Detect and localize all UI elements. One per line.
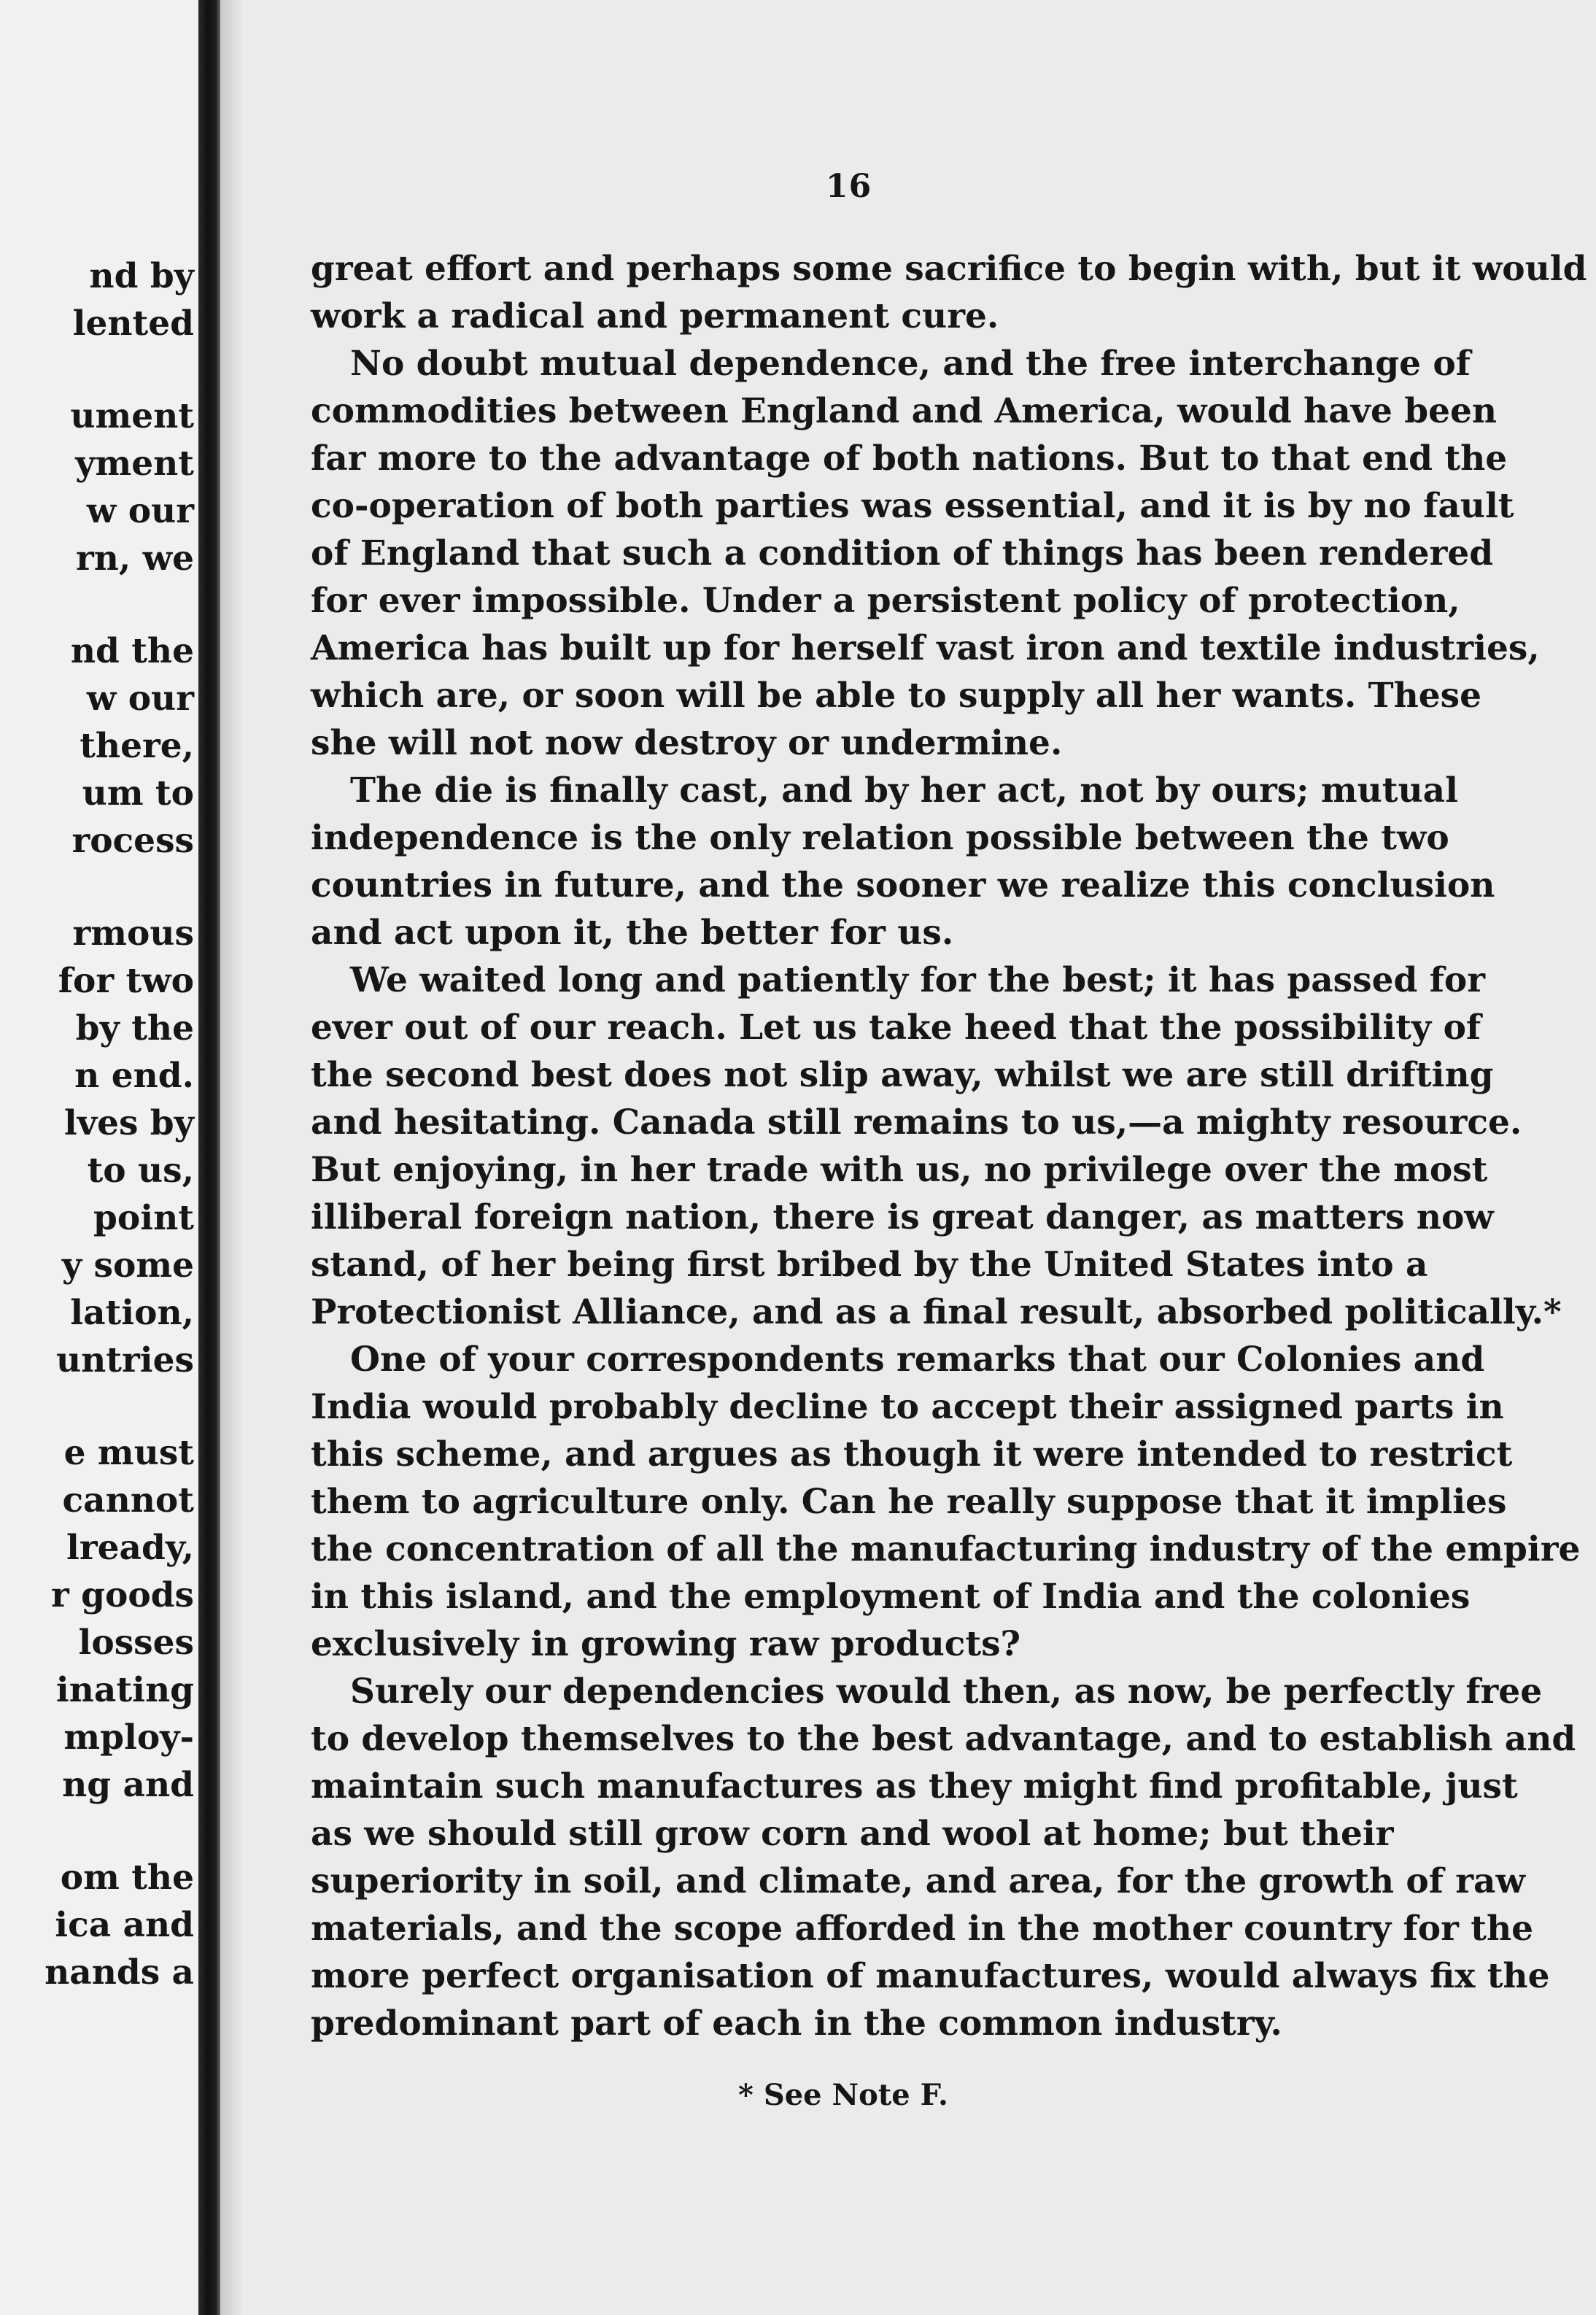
facing-page-line: inating <box>55 1670 194 1710</box>
facing-page-line: ica and <box>55 1905 194 1945</box>
text-line: which are, or soon will be able to supply all her wants. These <box>311 676 1482 716</box>
facing-page-line: w our <box>86 491 194 531</box>
facing-page-line: nands a <box>44 1952 194 1993</box>
facing-page-line <box>0 347 194 393</box>
facing-page-line: mploy- <box>63 1717 194 1758</box>
paragraph <box>311 956 1562 1336</box>
text-line: and act upon it, the better for us. <box>311 913 954 953</box>
text-line: far more to the advantage of both nations. But to that end the <box>311 438 1508 479</box>
text-line: exclusively in growing raw products? <box>311 1624 1021 1664</box>
text-line: One of your correspondents remarks that our Colonies and <box>350 1340 1485 1380</box>
facing-page-line: lves by <box>63 1103 194 1143</box>
facing-page-line: n end. <box>74 1056 194 1096</box>
text-line: Surely our dependencies would then, as now, be perfectly free <box>350 1671 1543 1712</box>
facing-page-line: nd the <box>70 631 194 671</box>
text-line: superiority in soil, and climate, and area, for the growth of raw <box>311 1861 1525 1901</box>
facing-page-line: w our <box>86 679 194 719</box>
facing-page-line: rocess <box>71 821 194 861</box>
gutter-shadow <box>220 0 242 2315</box>
text-line: co-operation of both parties was essential, and it is by no fault <box>311 486 1514 526</box>
text-line: predominant part of each in the common industry. <box>311 2003 1282 2044</box>
facing-page-line: e must <box>63 1433 194 1473</box>
text-line: We waited long and patiently for the best; it has passed for <box>350 960 1486 1000</box>
facing-page-line: ng and <box>62 1765 194 1805</box>
facing-page-line: to us, <box>87 1151 194 1191</box>
facing-page-line: rmous <box>72 913 194 954</box>
main-page <box>242 0 1596 2315</box>
page-number: 16 <box>826 168 872 205</box>
facing-page-line <box>0 1384 194 1429</box>
paragraph <box>311 245 1587 340</box>
facing-page-line: lready, <box>66 1528 194 1568</box>
text-line: stand, of her being first bribed by the United States into a <box>311 1245 1428 1285</box>
text-line: illiberal foreign nation, there is great danger, as matters now <box>311 1197 1494 1237</box>
text-line: as we should still grow corn and wool at home; but their <box>311 1814 1394 1854</box>
text-line: this scheme, and argues as though it were intended to restrict <box>311 1434 1513 1475</box>
text-line: America has built up for herself vast iron and textile industries, <box>311 628 1540 668</box>
paragraph <box>311 1668 1576 2047</box>
text-line: the second best does not slip away, whilst we are still drifting <box>311 1055 1494 1095</box>
text-line: India would probably decline to accept their assigned parts in <box>311 1387 1504 1427</box>
text-line: the concentration of all the manufacturing industry of the empire <box>311 1529 1581 1569</box>
binding-gutter <box>198 0 220 2315</box>
text-line: Protectionist Alliance, and as a final result, absorbed politically.* <box>311 1292 1562 1332</box>
facing-page-line: y some <box>61 1245 194 1286</box>
facing-page-line <box>0 582 194 627</box>
facing-page-line: losses <box>78 1623 194 1663</box>
text-line: No doubt mutual dependence, and the free interchange of <box>350 344 1471 384</box>
facing-page-line: r goods <box>50 1575 194 1615</box>
text-line: ever out of our reach. Let us take heed that the possibility of <box>311 1008 1481 1048</box>
paragraph <box>311 767 1495 956</box>
text-line: to develop themselves to the best advantage, and to establish and <box>311 1719 1576 1759</box>
text-line: of England that such a condition of things has been rendered <box>311 533 1494 573</box>
footnote: * See Note F. <box>738 2078 948 2112</box>
text-line: in this island, and the employment of India and the colonies <box>311 1577 1471 1617</box>
text-line: countries in future, and the sooner we realize this conclusion <box>311 865 1495 905</box>
facing-page-line: by the <box>75 1008 194 1048</box>
facing-page-line: lation, <box>70 1293 194 1333</box>
facing-page-line <box>0 1809 194 1854</box>
facing-page-line: there, <box>80 726 194 766</box>
text-line: work a radical and permanent cure. <box>311 296 999 336</box>
facing-page-line: untries <box>55 1340 194 1380</box>
facing-page-line <box>0 865 194 910</box>
facing-page-line: om the <box>60 1858 194 1898</box>
text-line: for ever impossible. Under a persistent policy of protection, <box>311 581 1460 621</box>
facing-page-line: rn, we <box>75 538 194 579</box>
text-line: The die is finally cast, and by her act, not by ours; mutual <box>350 770 1458 811</box>
facing-page-line: cannot <box>62 1480 194 1520</box>
text-line: she will not now destroy or undermine. <box>311 723 1063 763</box>
text-line: more perfect organisation of manufactures, would always fix the <box>311 1956 1550 1996</box>
paragraph <box>311 1336 1581 1668</box>
text-line: them to agriculture only. Can he really suppose that it implies <box>311 1482 1507 1522</box>
text-line: maintain such manufactures as they might find profitable, just <box>311 1766 1518 1806</box>
text-line: independence is the only relation possible between the two <box>311 818 1449 858</box>
body-text <box>311 245 1587 2047</box>
facing-page-line: yment <box>75 444 194 484</box>
facing-page-line: for two <box>58 961 194 1001</box>
facing-page-line: um to <box>82 773 194 813</box>
text-line: materials, and the scope afforded in the mother country for the <box>311 1909 1534 1949</box>
facing-page-text <box>0 252 194 1996</box>
text-line: great effort and perhaps some sacrifice to begin with, but it would <box>311 249 1587 289</box>
facing-page-left <box>0 0 198 2315</box>
paragraph <box>311 340 1540 767</box>
text-line: and hesitating. Canada still remains to us,—a mighty resource. <box>311 1102 1522 1143</box>
facing-page-line: ument <box>70 396 194 436</box>
facing-page-line: nd by <box>89 256 194 296</box>
text-line: commodities between England and America, would have been <box>311 391 1498 431</box>
text-line: But enjoying, in her trade with us, no privilege over the most <box>311 1150 1488 1190</box>
facing-page-line: point <box>93 1198 194 1238</box>
facing-page-line: lented <box>72 304 194 344</box>
